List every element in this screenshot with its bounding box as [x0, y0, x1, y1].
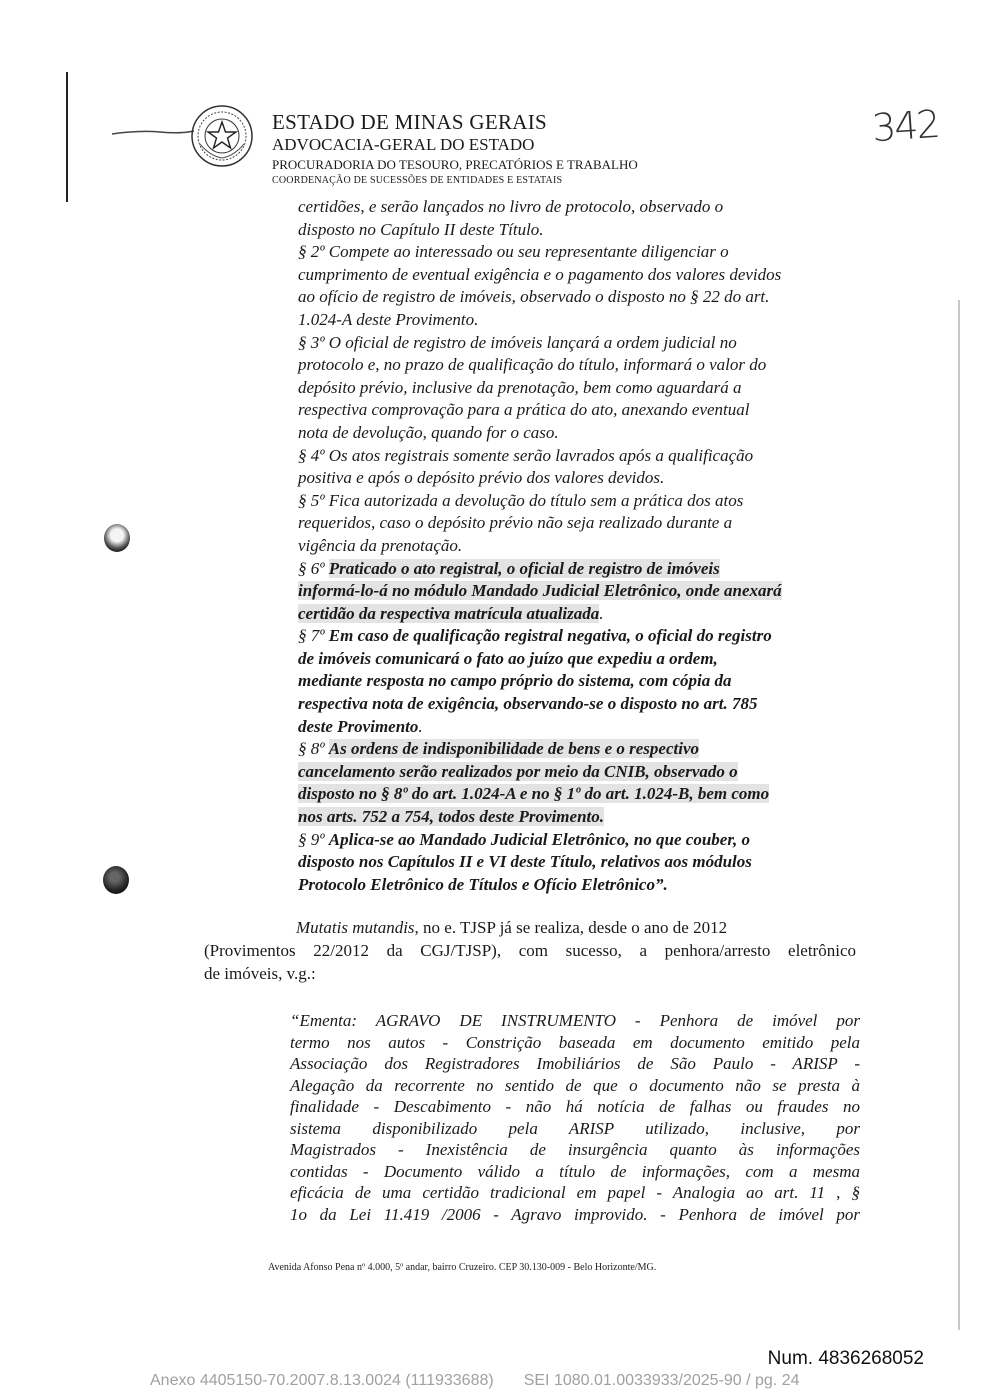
letterhead-state: ESTADO DE MINAS GERAIS: [272, 110, 548, 134]
text-line: respectiva nota de exigência, observando-se o disposto no art. 785: [298, 694, 758, 714]
highlighted-text: certidão da respectiva matrícula atualizada: [298, 603, 600, 623]
section-mark: § 6º: [298, 558, 325, 578]
highlighted-text: cancelamento serão realizados por meio da CNIB, observado o: [298, 761, 738, 781]
text-line: certidões, e serão lançados no livro de protocolo, observado o: [298, 197, 724, 216]
text-line: respectiva comprovação para a prática do ato, anexando eventual: [298, 400, 750, 420]
letterhead-coordination: COORDENAÇÃO DE SUCESSÕES DE ENTIDADES E ESTATAIS: [272, 175, 563, 186]
letterhead-department: PROCURADORIA DO TESOURO, PRECATÓRIOS E TRABALHO: [272, 157, 638, 172]
text-line: positiva e após o depósito prévio dos valores devidos.: [298, 468, 665, 488]
punch-hole-bottom: [103, 866, 129, 894]
jurisprudence-quote: [290, 1010, 860, 1225]
sei-page-ref: SEI 1080.01.0033933/2025-90 / pg. 24: [523, 1372, 800, 1389]
text-line: finalidade - Descabimento - não há notícia de falhas ou fraudes no: [290, 1097, 860, 1116]
text-line: requeridos, caso o depósito prévio não seja realizado durante a: [298, 513, 733, 533]
highlighted-text: Praticado o ato registral, o oficial de registro de imóveis: [328, 558, 720, 578]
text-line: [298, 806, 866, 829]
text-line: § 4º Os atos registrais somente serão lavrados após a qualificação: [298, 445, 754, 465]
highlighted-text: informá-lo-á no módulo Mandado Judicial Eletrônico, onde anexará: [298, 581, 782, 601]
text-line: § 5º Fica autorizada a devolução do título sem a prática dos atos: [298, 490, 744, 510]
text-line: [298, 738, 866, 761]
scan-stroke: [110, 128, 196, 136]
letterhead-agency: ADVOCACIA-GERAL DO ESTADO: [272, 135, 535, 154]
text-line: de imóveis, v.g.:: [204, 964, 316, 983]
letterhead: [272, 110, 832, 188]
text-line: Associação dos Registradores Imobiliários de São Paulo - ARISP -: [290, 1054, 860, 1073]
text-line: (Provimentos 22/2012 da CGJ/TJSP), com sucesso, a penhora/arresto eletrônico: [204, 941, 856, 960]
text-line: mediante resposta no campo próprio do sistema, com cópia da: [298, 671, 732, 691]
text-line: [204, 916, 856, 939]
section-mark: § 7º: [298, 626, 325, 646]
scan-edge-left: [66, 72, 68, 202]
annex-id: Anexo 4405150-70.2007.8.13.0024 (111933688): [150, 1372, 494, 1389]
section-mark: § 9º: [298, 829, 325, 849]
text-line: Protocolo Eletrônico de Títulos e Ofício Eletrônico”.: [298, 874, 668, 894]
text-line: [298, 716, 866, 739]
text-line: sistema disponibilizado pela ARISP utilizado, inclusive, por: [290, 1118, 860, 1138]
text-line: § 2º Compete ao interessado ou seu representante diligenciar o: [298, 242, 729, 262]
text-line: cumprimento de eventual exigência e o pagamento dos valores devidos: [298, 264, 782, 284]
body-paragraph: [204, 916, 856, 985]
text-line: de imóveis comunicará o fato ao juízo que expediu a ordem,: [298, 648, 718, 668]
annex-stamp: [150, 1372, 800, 1390]
text-line: § 3º O oficial de registro de imóveis lançará a ordem judicial no: [298, 332, 737, 352]
text-line: Magistrados - Inexistência de insurgência quanto às informações: [290, 1140, 860, 1159]
handwritten-page-number: 342: [870, 101, 940, 151]
highlighted-text: nos arts. 752 a 754, todos deste Provimento.: [298, 807, 605, 827]
text-line: nota de devolução, quando for o caso.: [298, 422, 559, 442]
bold-text: deste Provimento: [298, 716, 419, 736]
text-line: [298, 761, 866, 784]
text-line: eficácia de uma certidão tradicional em papel - Analogia ao art. 11 , §: [290, 1183, 860, 1202]
highlighted-text: disposto no § 8º do art. 1.024-A e no § 1º do art. 1.024-B, bem como: [298, 784, 770, 804]
text-line: [298, 580, 866, 603]
text-line: disposto nos Capítulos II e VI deste Título, relativos aos módulos: [298, 852, 752, 872]
text-line: [298, 558, 866, 581]
text-line: vigência da prenotação.: [298, 535, 463, 555]
section-mark: § 8º: [298, 739, 325, 759]
document-number: Num. 4836268052: [767, 1348, 924, 1369]
bold-text: Aplica-se ao Mandado Judicial Eletrônico, no que couber, o: [328, 829, 751, 849]
text-line: “Ementa: AGRAVO DE INSTRUMENTO - Penhora de imóvel por: [290, 1011, 860, 1030]
punctuation: .: [599, 603, 604, 623]
punctuation: .: [418, 716, 423, 736]
text-line: termo nos autos - Constrição baseada em documento emitido pela: [290, 1032, 860, 1052]
text-line: contidas - Documento válido a título de informações, com a mesma: [290, 1161, 860, 1181]
text-line: [298, 603, 866, 626]
punch-hole-top: [104, 524, 130, 552]
provisions-text: [298, 196, 866, 896]
text-line: [298, 783, 866, 806]
highlighted-text: As ordens de indisponibilidade de bens e o respectivo: [328, 739, 699, 759]
state-seal-icon: [190, 104, 254, 168]
text-line: [298, 829, 866, 852]
text-line: Alegação da recorrente no sentido de que o documento não se presta à: [290, 1075, 860, 1095]
text-span: , no e. TJSP já se realiza, desde o ano de 2012: [414, 918, 728, 937]
text-line: ao ofício de registro de imóveis, observado o disposto no § 22 do art.: [298, 287, 770, 307]
text-line: disposto no Capítulo II deste Título.: [298, 219, 544, 239]
italic-text: Mutatis mutandis: [296, 918, 415, 937]
bold-text: Em caso de qualificação registral negativa, o oficial do registro: [328, 626, 772, 646]
text-line: protocolo e, no prazo de qualificação do título, informará o valor do: [298, 355, 767, 375]
text-line: 1.024-A deste Provimento.: [298, 309, 479, 329]
text-line: depósito prévio, inclusive da prenotação, bem como aguardará a: [298, 377, 742, 397]
scan-edge-right: [958, 300, 960, 1330]
text-line: 1o da Lei 11.419 /2006 - Agravo improvido. - Penhora de imóvel por: [290, 1204, 860, 1224]
text-line: [298, 625, 866, 648]
footer-address: Avenida Afonso Pena nº 4.000, 5º andar, bairro Cruzeiro. CEP 30.130-009 - Belo Horizonte/MG.: [268, 1262, 657, 1273]
